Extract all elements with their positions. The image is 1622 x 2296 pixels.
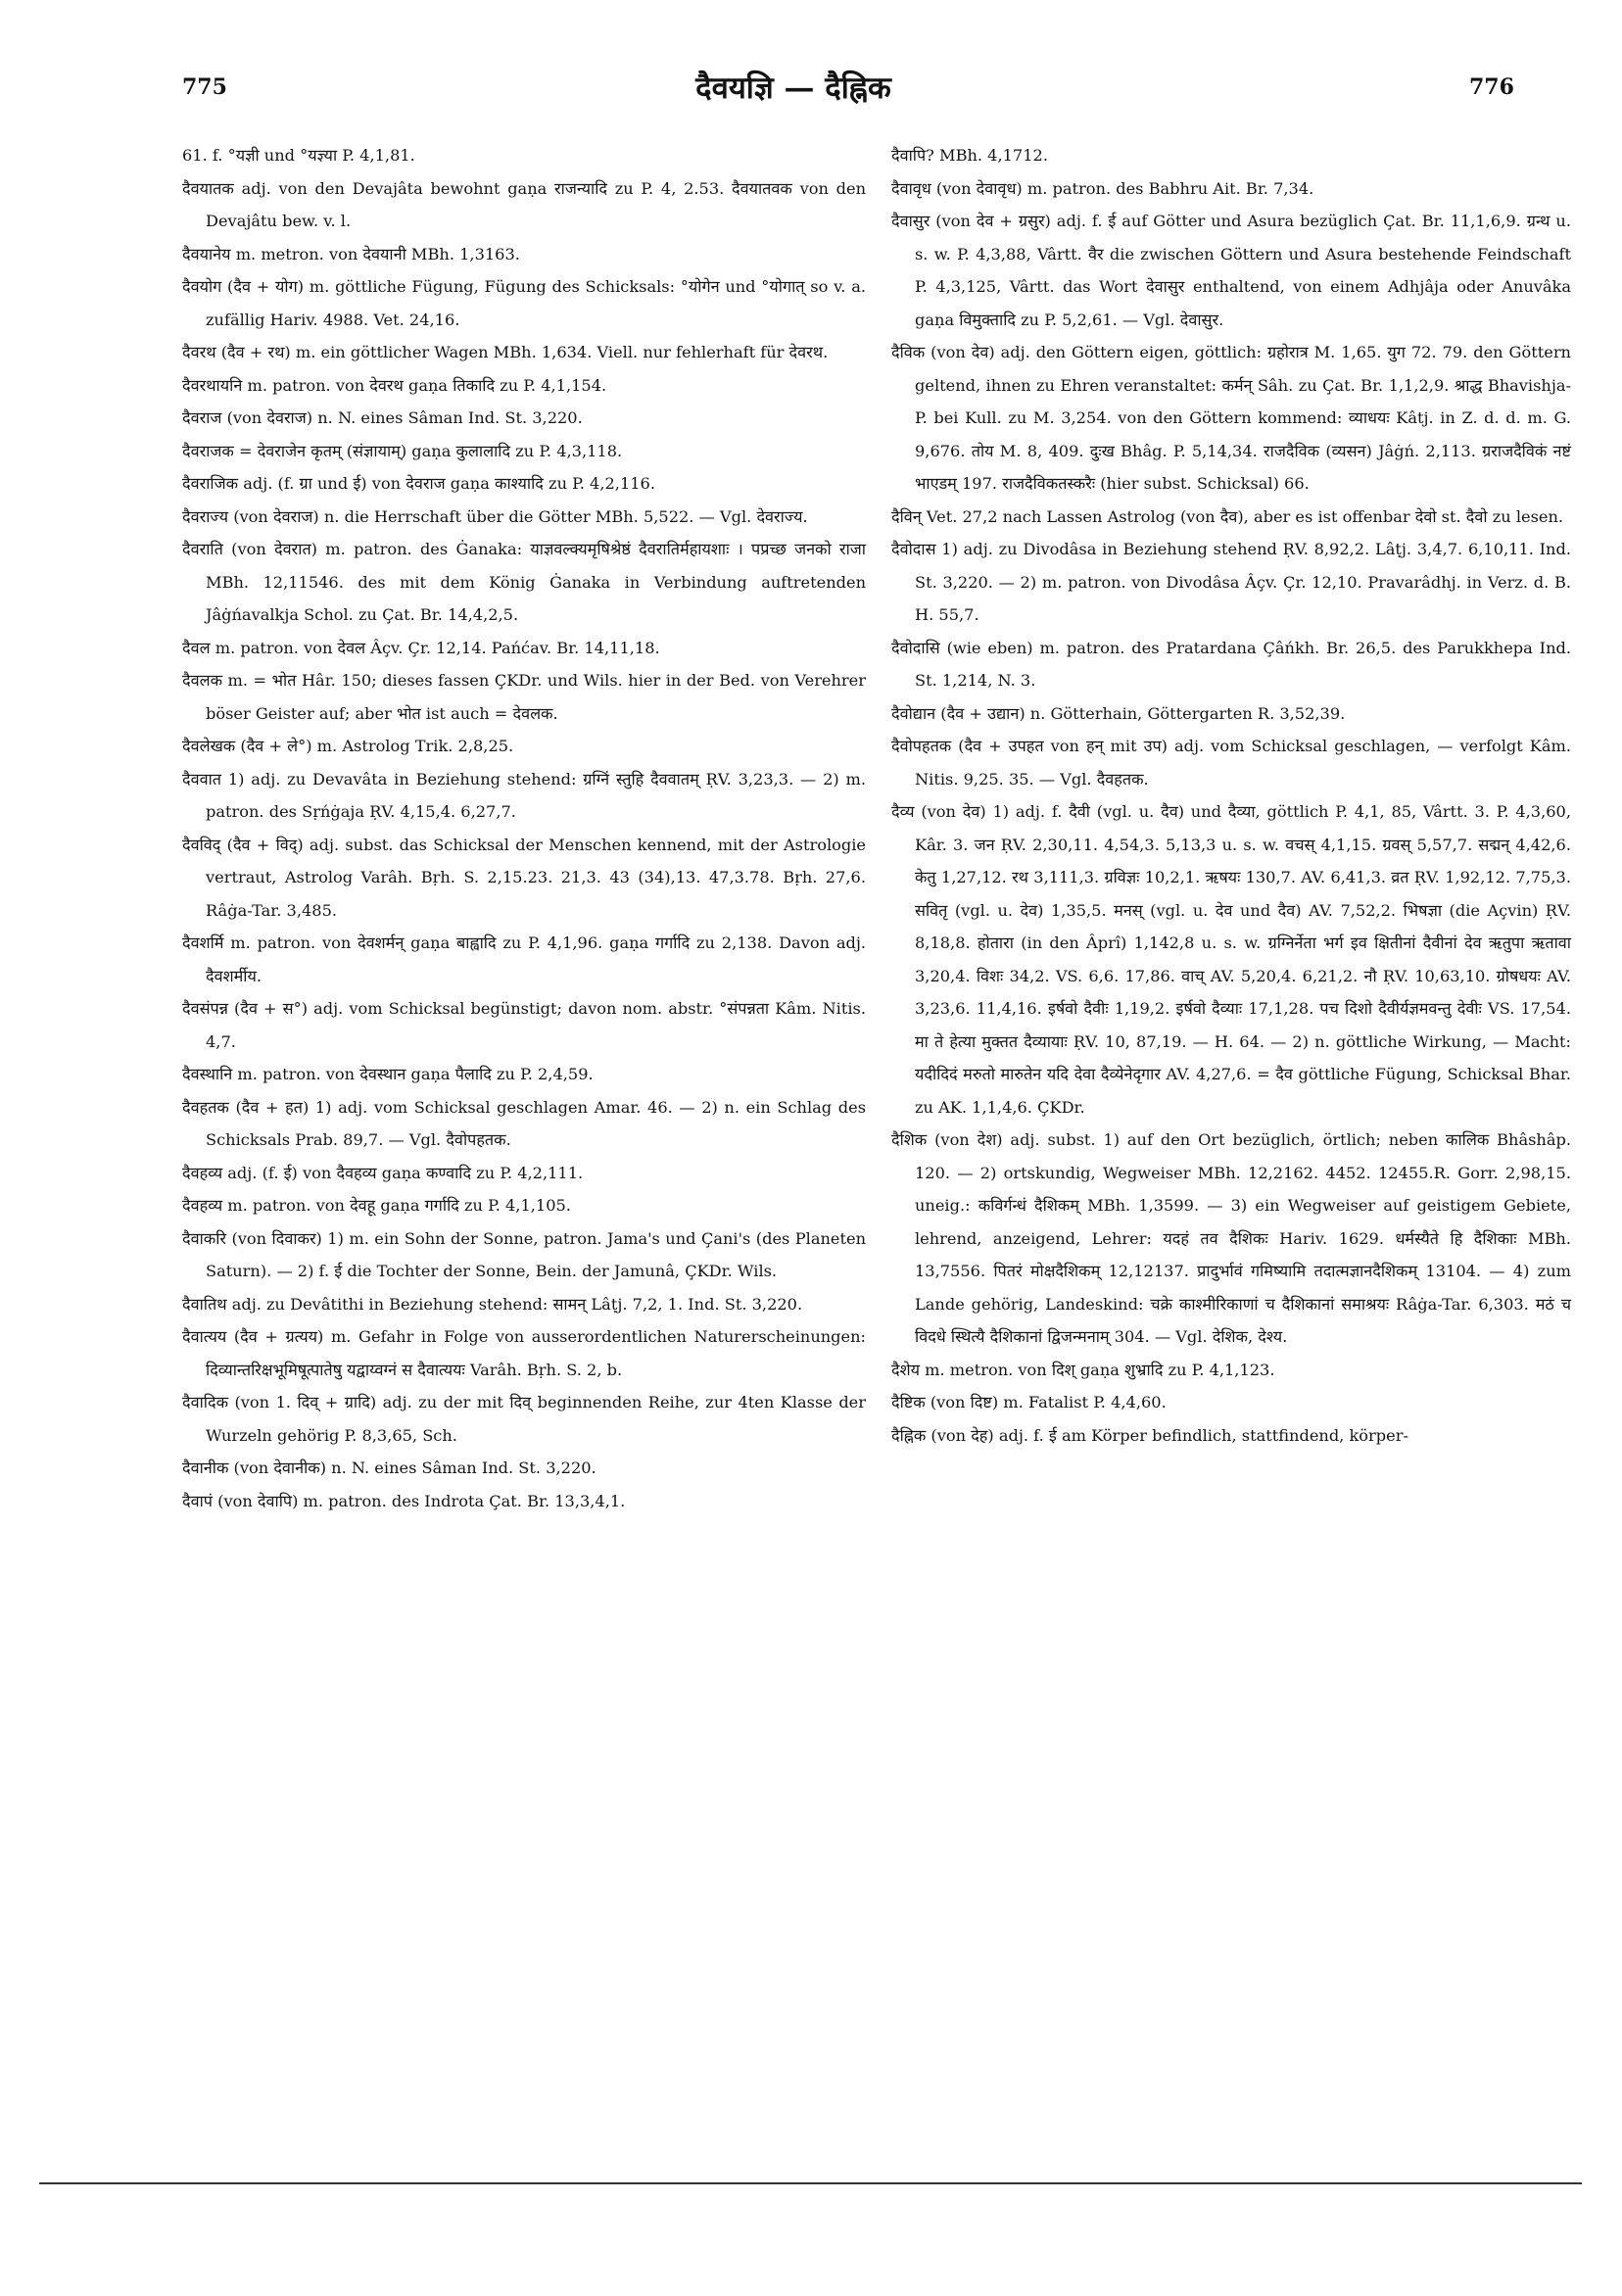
dictionary-entry: दैवराति (von देवरात) m. patron. des Ġanaka: याज्ञवल्क्यमृषिश्रेष्ठं दैवरातिर्महायशाः । पप्रच्छ जनको राजा MBh. 12,11546. des mit dem König Ġanaka in Verbindung auftretenden Jâġńavalkja Schol. zu Çat. Br. 14,4,2,5. bbox=[182, 540, 866, 624]
dictionary-entry: दैवविद् (दैव + विद्) adj. subst. das Schicksal der Menschen kennend, mit der Astrologie vertraut, Astrolog Varâh. Bṛh. S. 2,15.23. 21,3. 43 (34),13. 47,3.78. Bṛh. 27,6. Râġa-Tar. 3,485. bbox=[182, 835, 866, 920]
dictionary-entry: दैवाकरि (von दिवाकर) 1) m. ein Sohn der Sonne, patron. Jama's und Çani's (des Planeten Saturn). — 2) f. ई die Tochter der Sonne, Bein. der Jamunâ, ÇKDr. Wils. bbox=[182, 1228, 866, 1280]
dictionary-entry: दैष्टिक (von दिष्ट) m. Fatalist P. 4,4,60. bbox=[891, 1393, 1167, 1411]
dictionary-entry: दैवानीक (von देवानीक) n. N. eines Sâman Ind. St. 3,220. bbox=[182, 1459, 596, 1477]
dictionary-entry: दैवशर्मि m. patron. von देवशर्मन् gaṇa बाह्वादि zu P. 4,1,96. gaṇa गर्गादि zu 2,138. Davon adj. दैवशर्मीय. bbox=[182, 933, 866, 985]
dictionary-entry: दैवात्यय (दैव + ग्रत्यय) m. Gefahr in Folge von ausserordentlichen Naturerscheinungen: दिव्यान्तरिक्षभूमिषूत्पातेषु यद्वाय्वग्नं स दैवात्ययः Varâh. Bṛh. S. 2, b. bbox=[182, 1327, 866, 1379]
dictionary-entry: दैशिक (von देश) adj. subst. 1) auf den Ort bezüglich, örtlich; neben कालिक Bhâshâp. 120. — 2) ortskundig, Wegweiser MBh. 12,2162. 4452. 12455.R. Gorr. 2,98,15. uneig.: कविर्गन्धं दैशिकम् MBh. 1,3599. — 3) ein Wegweiser auf geistigem Gebiete, lehrend, anzeigend, Lehrer: यदहं तव दैशिकः Hariv. 1629. धर्मस्यैते हि दैशिकाः MBh. 13,7556. पितरं मोक्षदैशिकम् 12,12137. प्रादुर्भावं गमिष्यामि तदात्मज्ञानदैशिकम् 13104. — 4) zum Lande gehörig, Landeskind: चक्रे काश्मीरिकाणां च दैशिकानां समाश्रयः Râġa-Tar. 6,303. मठं च विदधे स्थित्यै दैशिकानां द्विजन्मनाम् 304. — Vgl. देशिक, देश्य. bbox=[891, 1130, 1571, 1346]
dictionary-entry: दैवावृध (von देवावृध) m. patron. des Babhru Ait. Br. 7,34. bbox=[891, 178, 1314, 198]
dictionary-entry: दैवराज्य (von देवराज) n. die Herrschaft über die Götter MBh. 5,522. — Vgl. देवराज्य. bbox=[182, 506, 808, 526]
dictionary-entry: दैवोपहतक (दैव + उपहत von हन् mit उप) adj. vom Schicksal geschlagen, — verfolgt Kâm. Nitis. 9,25. 35. — Vgl. दैवहतक. bbox=[891, 737, 1571, 789]
running-head: दैवयज्ञि — दैह्निक bbox=[695, 71, 891, 106]
dictionary-entry: दैवल m. patron. von देवल Âçv. Çr. 12,14. Pańćav. Br. 14,11,18. bbox=[182, 638, 660, 657]
dictionary-entry: दैवोदास 1) adj. zu Divodâsa in Beziehung stehend ṚV. 8,92,2. Lâṭj. 3,4,7. 6,10,11. Ind. St. 3,220. — 2) m. patron. von Divodâsa Âçv. Çr. 12,10. Pravarâdhj. in Verz. d. B. H. 55,7. bbox=[891, 540, 1571, 624]
dictionary-entry: दैवराजिक adj. (f. ग्रा und ई) von देवराज gaṇa काश्यादि zu P. 4,2,116. bbox=[182, 474, 655, 493]
left-column bbox=[182, 139, 866, 1517]
dictionary-entry: दैवहव्य adj. (f. ई) von दैवहव्य gaṇa कण्वादि zu P. 4,2,111. bbox=[182, 1163, 584, 1182]
dictionary-entry: दैवलक m. = भोत Hâr. 150; dieses fassen ÇKDr. und Wils. hier in der Bed. von Verehrer böser Geister auf; aber भोत ist auch = देवलक. bbox=[182, 671, 866, 723]
dictionary-entry: दैवापं (von देवापि) m. patron. des Indrota Çat. Br. 13,3,4,1. bbox=[182, 1491, 626, 1510]
dictionary-entry: दैविक (von देव) adj. den Göttern eigen, göttlich: ग्रहोरात्र M. 1,65. युग 72. 79. den Göttern geltend, ihnen zu Ehren veranstaltet: कर्मन् Sâh. zu Çat. Br. 1,1,2,9. श्राद्ध Bhavishja-P. bei Kull. zu M. 3,254. von den Göttern kommend: व्याधयः Kâtj. in Z. d. d. m. G. 9,676. तोय M. 8, 409. दुःख Bhâg. P. 5,14,34. राजदैविक (व्यसन) Jâġń. 2,113. ग्रराजदैविकं नष्टं भाएडम् 197. राजदैविकतस्करैः (hier subst. Schicksal) 66. bbox=[891, 343, 1571, 493]
dictionary-entry: दैवातिथ adj. zu Devâtithi in Beziehung stehend: सामन् Lâṭj. 7,2, 1. Ind. St. 3,220. bbox=[182, 1294, 803, 1314]
dictionary-entry: दैवलेखक (दैव + ले°) m. Astrolog Trik. 2,8,25. bbox=[182, 737, 514, 755]
dictionary-entry: दैह्निक (von देह) adj. f. ई am Körper befindlich, stattfindend, körper- bbox=[891, 1425, 1408, 1445]
dictionary-entry: दैव्य (von देव) 1) adj. f. दैवी (vgl. u. दैव) und दैव्या, göttlich P. 4,1, 85, Vârtt. 3. P. 4,3,60, Kâr. 3. जन ṚV. 2,30,11. 4,54,3. 5,13,3 u. s. w. वचस् 4,1,15. ग्रवस् 5,57,7. सद्मन् 4,42,6. केतु 1,27,12. रथ 3,111,3. ग्रविज्ञः 10,2,1. ऋषयः 130,7. AV. 6,41,3. व्रत ṚV. 1,92,12. 7,75,3. सवितृ (vgl. u. देव) 1,35,5. मनस् (vgl. u. देव und दैव) AV. 7,52,2. भिषज्ञा (die Açvin) ṚV. 8,18,8. होतारा (in den Âprî) 1,142,8 u. s. w. ग्रग्निर्नेता भर्ग इव क्षितीनां दैवीनां देव ऋतुपा ऋतावा 3,20,4. विशः 34,2. VS. 6,6. 17,86. वाच् AV. 5,20,4. 6,21,2. नौ ṚV. 10,63,10. ग्रोषधयः AV. 3,23,6. 11,4,16. इर्षवो दैवीः 1,19,2. इर्षवो दैव्याः 17,1,28. पच दिशो दैवीर्यज्ञमवन्तु देवीः VS. 17,54. मा ते हेत्या मुक्तत दैव्यायाः ṚV. 10, 87,19. — H. 64. — 2) n. göttliche Wirkung, — Macht: यदीदिदं मरुतो मारुतेन यदि देवा दैव्येनेदृगार AV. 4,27,6. = दैव göttliche Fügung, Schicksal Bhar. zu AK. 1,1,4,6. ÇKDr. bbox=[891, 802, 1571, 1117]
dictionary-entry: दैवयातक adj. von den Devajâta bewohnt gaṇa राजन्यादि zu P. 4, 2.53. दैवयातवक von den Devajâtu bew. v. l. bbox=[182, 178, 866, 230]
dictionary-entry: दैवराजक = देवराजेन कृतम् (संज्ञायाम्) gaṇa कुलालादि zu P. 4,3,118. bbox=[182, 441, 623, 460]
page-number-left: 775 bbox=[182, 74, 227, 100]
dictionary-entry: दैवयोग (दैव + योग) m. göttliche Fügung, Fügung des Schicksals: °योगेन und °योगात् so v. a. zufällig Hariv. 4988. Vet. 24,16. bbox=[182, 277, 866, 329]
dictionary-entry: 61. f. °यज्ञी und °यज्ञ्या P. 4,1,81. bbox=[182, 146, 415, 165]
dictionary-entry: दैवादिक (von 1. दिव् + ग्रादि) adj. zu der mit दिव् beginnenden Reihe, zur 4ten Klasse der Wurzeln gehörig P. 8,3,65, Sch. bbox=[182, 1393, 866, 1445]
dictionary-entry: दैवहव्य m. patron. von देवहू gaṇa गर्गादि zu P. 4,1,105. bbox=[182, 1196, 571, 1215]
dictionary-entry: दैवोद्यान (दैव + उद्यान) n. Götterhain, Göttergarten R. 3,52,39. bbox=[891, 703, 1346, 723]
bottom-rule bbox=[39, 2182, 1582, 2184]
dictionary-entry: दैवसंपन्न (दैव + स°) adj. vom Schicksal begünstigt; davon nom. abstr. °संपन्नता Kâm. Nitis. 4,7. bbox=[182, 999, 866, 1051]
dictionary-entry: दैविन् Vet. 27,2 nach Lassen Astrolog (von दैव), aber es ist offenbar देवो st. दैवो zu lesen. bbox=[891, 506, 1564, 526]
page-number-right: 776 bbox=[1469, 74, 1514, 100]
dictionary-entry: दैवापि? MBh. 4,1712. bbox=[891, 146, 1048, 165]
dictionary-entry: दैववात 1) adj. zu Devavâta in Beziehung stehend: ग्रग्निं स्तुहि दैववातम् ṚV. 3,23,3. — 2) m. patron. des Sṛńġaja ṚV. 4,15,4. 6,27,7. bbox=[182, 769, 866, 821]
dictionary-entry: दैवासुर (von देव + ग्रसुर) adj. f. ई auf Götter und Asura bezüglich Çat. Br. 11,1,6,9. ग्रन्थ u. s. w. P. 4,3,88, Vârtt. वैर die zwischen Göttern und Asura bestehende Feindschaft P. 4,3,125, Vârtt. das Wort देवासुर enthaltend, von einem Adhjâja oder Anuvâka gaṇa विमुक्तादि zu P. 5,2,61. — Vgl. देवासुर. bbox=[891, 212, 1571, 329]
dictionary-entry: दैवयानेय m. metron. von देवयानी MBh. 1,3163. bbox=[182, 244, 520, 263]
dictionary-entry: दैवराज (von देवराज) n. N. eines Sâman Ind. St. 3,220. bbox=[182, 408, 583, 427]
right-column bbox=[891, 139, 1571, 1452]
dictionary-entry: दैशेय m. metron. von दिश् gaṇa शुभ्रादि zu P. 4,1,123. bbox=[891, 1360, 1275, 1379]
dictionary-entry: दैवोदासि (wie eben) m. patron. des Pratardana Çâńkh. Br. 26,5. des Parukkhepa Ind. St. 1,214, N. 3. bbox=[891, 638, 1571, 690]
dictionary-entry: दैवरथ (दैव + रथ) m. ein göttlicher Wagen MBh. 1,634. Viell. nur fehlerhaft für देवरथ. bbox=[182, 343, 829, 361]
dictionary-entry: दैवहतक (दैव + हत) 1) adj. vom Schicksal geschlagen Amar. 46. — 2) n. ein Schlag des Schicksals Prab. 89,7. — Vgl. दैवोपहतक. bbox=[182, 1097, 866, 1149]
dictionary-entry: दैवरथायनि m. patron. von देवरथ gaṇa तिकादि zu P. 4,1,154. bbox=[182, 375, 607, 395]
dictionary-entry: दैवस्थानि m. patron. von देवस्थान gaṇa पैलादि zu P. 2,4,59. bbox=[182, 1065, 594, 1083]
